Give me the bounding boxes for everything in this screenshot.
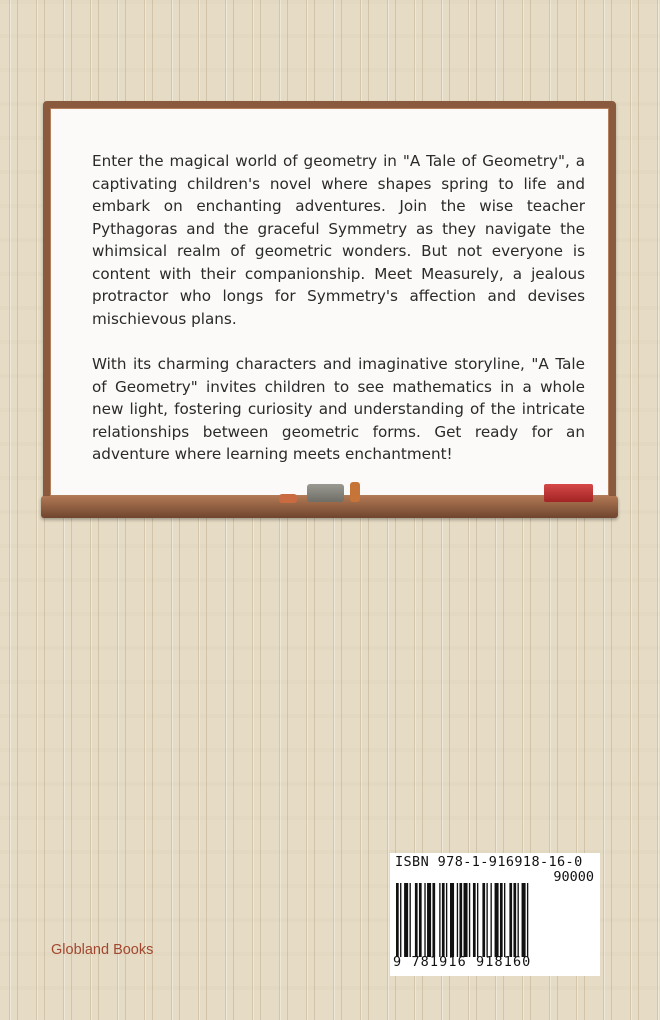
barcode-bar — [477, 883, 478, 957]
gray-eraser — [307, 484, 344, 502]
whiteboard-frame — [43, 101, 616, 503]
blurb-text — [92, 150, 585, 489]
barcode-bar — [509, 883, 512, 957]
barcode-bar — [513, 883, 516, 957]
barcode-bar — [522, 883, 526, 957]
isbn-label: ISBN 978-1-916918-16-0 — [395, 854, 583, 870]
blurb-paragraph-2: With its charming characters and imaginative storyline, "A Tale of Geometry" invites children to see mathematics in a whole new light, fostering curiosity and understanding of the intricate relationships between geometric forms. Get ready for an adventure where learning meets enchantment! — [92, 355, 585, 463]
isbn-barcode — [390, 853, 600, 976]
barcode-bar — [518, 883, 519, 957]
barcode-bar — [457, 883, 458, 957]
barcode-bar — [504, 883, 505, 957]
barcode-bar — [464, 883, 468, 957]
barcode-bar — [396, 883, 399, 957]
price-code: 90000 — [553, 869, 594, 885]
barcode-bar — [459, 883, 462, 957]
chalk-piece-orange — [279, 494, 297, 503]
barcode-bar — [419, 883, 422, 957]
barcode-bar — [446, 883, 447, 957]
barcode-bars — [395, 883, 595, 957]
barcode-number: 9 781916 918160 — [393, 954, 532, 970]
barcode-bar — [500, 883, 503, 957]
barcode-bar — [427, 883, 431, 957]
barcode-bar — [491, 883, 492, 957]
barcode-bar — [469, 883, 470, 957]
whiteboard — [43, 101, 616, 518]
publisher-name: Globland Books — [51, 942, 154, 958]
barcode-bar — [400, 883, 401, 957]
barcode-bar — [473, 883, 476, 957]
barcode-bar — [527, 883, 528, 957]
red-eraser — [544, 484, 593, 502]
barcode-bar — [424, 883, 425, 957]
blurb-paragraph-1: Enter the magical world of geometry in "A Tale of Geometry", a captivating children's novel where shapes spring to life and embark on enchanting adventures. Join the wise teacher Pythagoras and the graceful Symmetry as they navigate the whimsical realm of geometric wonders. But not everyone is content with their companionship. Meet Measurely, a jealous protractor who longs for Symmetry's affection and devises mischievous plans. — [92, 152, 585, 328]
barcode-bar — [486, 883, 487, 957]
barcode-bar — [404, 883, 408, 957]
barcode-bar — [495, 883, 499, 957]
chalk-piece-upright — [350, 482, 360, 502]
barcode-bar — [432, 883, 435, 957]
barcode-bar — [482, 883, 485, 957]
barcode-bar — [415, 883, 418, 957]
barcode-bar — [442, 883, 445, 957]
barcode-bar — [439, 883, 440, 957]
barcode-bar — [450, 883, 454, 957]
barcode-bar — [410, 883, 411, 957]
